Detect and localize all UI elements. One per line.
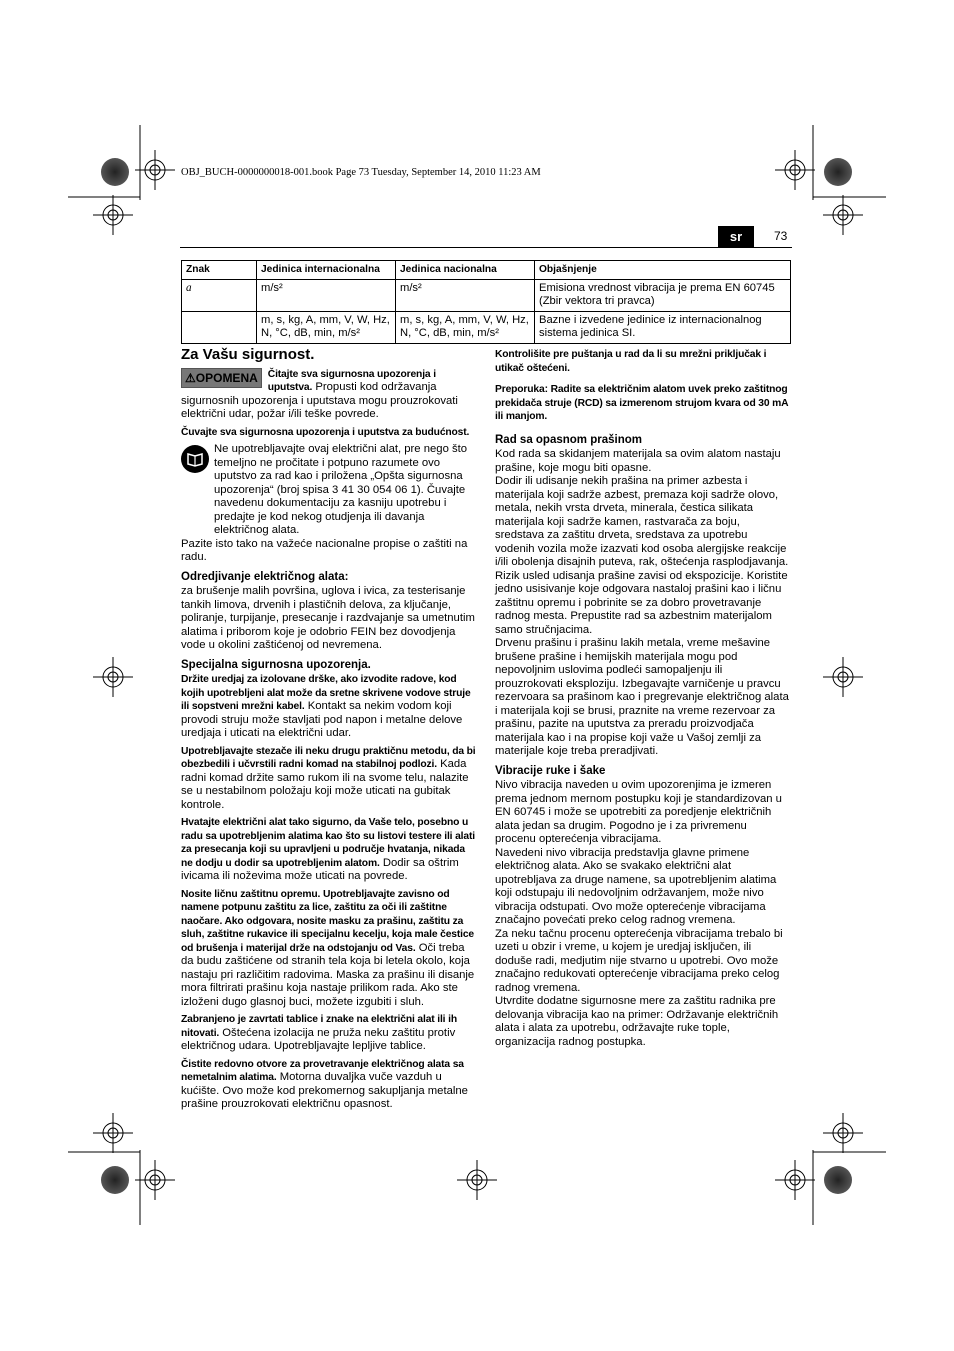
heading-special: Specijalna sigurnosna upozorenja.: [181, 658, 371, 671]
heading-vibration: Vibracije ruke i šake: [495, 764, 606, 777]
header-rule: [180, 247, 792, 248]
dust-text: Drvenu prašinu i prašinu lakih metala, vreme mešavine brušene prašine i hemijskih materijala mogu pod nepovoljnim uslovima podleći samopaljenju ili prouzrokovati eksploziju. Izbegavajte varničenje u pravcu rezervoara sa prašinom kao i pregrevanje električnog alata i materijala koji se brusi, praznite na vreme rezervoar za prašinu, pazite na uputstva za preradu proizvodjača materijala kao i na propise koji važe u Vašoj zemlji za materijale koje treba preradjivati.: [495, 637, 789, 757]
table-cell: Emisiona vrednost vibracija je prema EN 60745 (Zbir vektora tri pravca): [535, 279, 791, 311]
vibration-text: Za neku tačnu procenu opterećenja vibracijama trebalo bi uzeti u obzir i vreme, u kojem je uredjaj isključen, ili doduše radi, medjutim nije stvarno u upotrebi. Ovo može značajno redukovati opterećenje vibracijama preko celog radnog vremena.: [495, 927, 783, 994]
table-row: [182, 311, 791, 343]
table-cell: m, s, kg, A, mm, V, W, Hz, N, °C, dB, min, m/s²: [257, 311, 396, 343]
table-row: [182, 279, 791, 311]
table-header: Znak: [182, 261, 257, 280]
safety-paragraph: Nosite ličnu zaštitnu opremu. Upotrebljavajte zavisno od namene potpunu zaštitu za lice, zaštitu za oči ili zaštitne naočare. Ako odgovara, nosite masku za prašinu, zaštitu za sluh, zaštitne rukavice ili specijalnu kecelju, koja male čestice od brušenja i materijal drže na odstojanju od Vas. Oči treba da budu zaštićene od stranih tela koja bi letela okolo, koja nastaju pri različitim radovima. Maska za prašinu ili disanje mora filtrirati prašinu koja nastaje prilikom rada. Ako ste izloženi dugo glasnoj buci, možete izgubiti i sluh.: [181, 888, 475, 1008]
right-column: [495, 348, 790, 1049]
vibration-text: Navedeni nivo vibracija predstavlja glavne primene električnog alata. Ako se svakako električni alat upotrebljava za druge namene, sa upotrebljenim alatima koji odstupaju ili nedovoljnim održavanjem, može nivo vibracija odstupati. Ovo može opterećenje vibracijama značajno povećati preko celog radnog vremena.: [495, 846, 777, 926]
safety-paragraph: Držite uredjaj za izolovane drške, ako izvodite radove, kod kojih upotrebljeni alat može da sretne skrivene vodove struje ili sopstveni mrežni kabel. Kontakt sa nekim vodom koji provodi struju može stavljati pod napon i metalne delove uredjaja i uticati na električni udar.: [181, 674, 471, 739]
section-title: Za Vašu sigurnost.: [181, 346, 315, 363]
safety-paragraph: Čistite redovno otvore za provetravanje električnog alata sa nemetalnim alatima. Motorna duvaljka vuče vazduh u kućište. Ovo može kod prekomernog sakupljanja metalne prašine prouzrokovati električnu opasnost.: [181, 1058, 468, 1110]
read-manual-text: Ne upotrebljavajte ovaj električni alat, pre nego što temeljno ne pročitate i potpuno razumete ovo uputstvo za rad kao i priložena „Opšta sigurnosna upozorenja“ (broj spisa 3 41 30 054 06 1). Čuvajte navedenu dokumentaciju za kasniju upotrebu i predajte je kod nekog otudjenja ili davanja električnog alata.: [214, 443, 468, 536]
language-tab: sr: [718, 226, 754, 247]
safety-paragraph: Zabranjeno je zavrtati tablice i znake na električni alat ili ih nitovati. Oštećena izolacija ne pruža neku zaštitu protiv električnog udara. Upotrebljavajte lepljive tablice.: [181, 1014, 457, 1052]
file-info: OBJ_BUCH-0000000018-001.book Page 73 Tuesday, September 14, 2010 11:23 AM: [181, 167, 541, 178]
safety-paragraph: Upotrebljavajte stezače ili neku drugu praktičnu metodu, da bi obezbedili i učvrstili radni komad na stabilnoj podlozi. Kada radni komad držite samo rukom ili na svome telu, nalazite se u nestabilnom položaju koji može uticati na gubitak kontrole.: [181, 745, 476, 811]
warning-paragraph: ⚠OPOMENA Čitajte sva sigurnosna upozorenja i uputstva. Propusti kod održavanja sigurnosnih upozorenja i uputstava mogu prouzrokovati električni udar, požar i/ili teške povrede.: [181, 368, 458, 420]
table-cell: m/s²: [396, 279, 535, 311]
safety-paragraph: Hvatajte električni alat tako sigurno, da Vaše telo, posebno u radu sa upotrebljenim alatima kao što su listovi testere ili alati za presecanja koji su upravljeni u područje hvatanja, nikada ne dodju u dodir sa upotrebljenim alatom. Dodir sa oštrim ivicama ili noževima može uticati na povrede.: [181, 817, 475, 882]
rcd-recommendation: Preporuka: Radite sa električnim alatom uvek preko zaštitnog prekidača struje (RCD) sa izmerenom strujom kvara od 30 mA ili manjom.: [495, 384, 789, 422]
read-manual-icon: [181, 445, 209, 473]
table-header-row: [182, 261, 791, 280]
table-cell: a: [182, 279, 257, 311]
warning-triangle-icon: ⚠: [185, 370, 196, 385]
heading-dust: Rad sa opasnom prašinom: [495, 433, 642, 446]
keep-instructions: Čuvajte sva sigurnosna upozorenja i uputstva za budućnost.: [181, 426, 470, 438]
table-header: Jedinica internacionalna: [257, 261, 396, 280]
left-column: [181, 348, 476, 1116]
vibration-text: Nivo vibracija naveden u ovim upozorenjima je izmeren prema jednom mernom postupku koji je standardizovan u EN 60745 i može se upotrebiti za poredjenje električnih alata jedan sa drugim. Pogodno je i za privremenu procenu opterećenja vibracijama.: [495, 779, 782, 845]
table-cell: [182, 311, 257, 343]
warning-badge: ⚠OPOMENA: [181, 368, 262, 388]
table-header: Objašnjenje: [535, 261, 791, 280]
vibration-text: Utvrdite dodatne sigurnosne mere za zaštitu radnika pre delovanja vibracija kao na primer: Održavanje električnih alata i alata za upotrebu, održavajte ruke tople, organizacija radnog postupka.: [495, 995, 779, 1048]
table-cell: m/s²: [257, 279, 396, 311]
check-cable: Kontrolišite pre puštanja u rad da li su mrežni priključak i utikač oštećeni.: [495, 349, 767, 374]
table-cell: Bazne i izvedene jedinice iz internacionalnog sistema jedinica SI.: [535, 311, 791, 343]
heading-purpose: Odredjivanje električnog alata:: [181, 570, 349, 583]
units-table: [181, 260, 791, 344]
purpose-text: za brušenje malih površina, uglova i ivica, za testerisanje tankih limova, drvenih i plastičnih delova, za ključanje, poliranje, turpijanje, presecanje i razdvajanje sa umetnutim alatima i priborom koje je odobrio FEIN bez dovodjenja vode u okolini zaštićenoj od nevremena.: [181, 585, 475, 651]
table-header: Jedinica nacionalna: [396, 261, 535, 280]
national-rules: Pazite isto tako na važeće nacionalne propise o zaštiti na radu.: [181, 537, 468, 563]
dust-text: Kod rada sa skidanjem materijala sa ovim alatom nastaju prašine, koje mogu biti opasne.: [495, 448, 781, 474]
page-number: 73: [774, 229, 788, 243]
table-cell: m, s, kg, A, mm, V, W, Hz, N, °C, dB, min, m/s²: [396, 311, 535, 343]
dust-text: Dodir ili udisanje nekih prašina na primer azbesta i materijala koji sadrže azbest, premaza koji sadrže olovo, metala, nekih vrsta drveta, minerala, čestica silikata materijala koji sadrže kamen, rastvarača za boju, sredstava za zaštitu drveta, sredstava za upotrebu vodenih vozila može izazvati kod osoba alergijske reakcije i/ili obolenja disajnih puteva, rak, oštećenja rasplodjavanja. Rizik usled udisanja prašine zavisi od ekspozicije. Koristite jedno usisivanje koje odgovara nastaloj prašini kao i ličnu zaštitnu opremu i pobrinite se za dobro provetravanje radnog mesta. Prepustite rad sa azbestnim materijalom samo stručnjacima.: [495, 475, 789, 636]
read-manual-block: [181, 443, 476, 538]
